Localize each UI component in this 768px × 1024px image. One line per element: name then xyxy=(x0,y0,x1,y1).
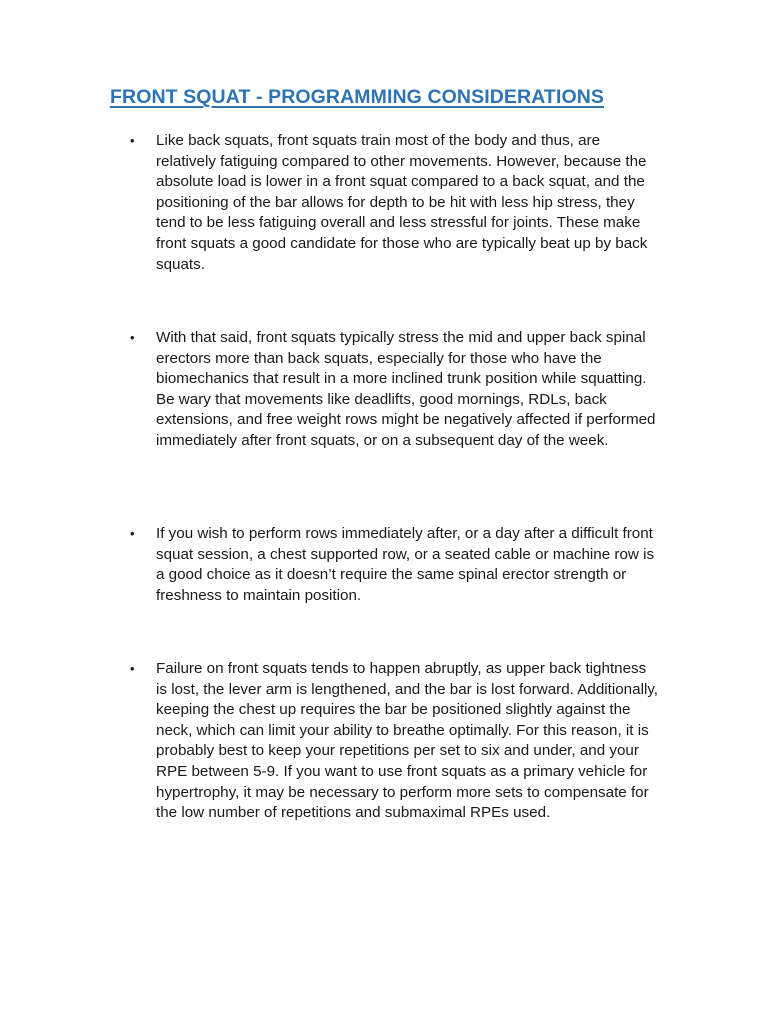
bullet-text: If you wish to perform rows immediately after, or a day after a difficult front squat session, a chest supported row, or a seated cable or machine row is a good choice as it doesn’t require the same spinal erector strength or freshness to maintain position. xyxy=(156,525,655,604)
bullet-item-3 xyxy=(130,524,661,606)
bullet-item-2 xyxy=(130,328,661,452)
bullet-text: Failure on front squats tends to happen abruptly, as upper back tightness is lost, the lever arm is lengthened, and the bar is lost forward. Additionally, keeping the chest up requires the bar be positioned slightly against the neck, which can limit your ability to breathe optimally. For this reason, it is probably best to keep your repetitions per set to six and under, and your RPE between 5-9. If you want to use front squats as a primary vehicle for hypertrophy, it may be necessary to perform more sets to compensate for the low number of repetitions and submaximal RPEs used. xyxy=(156,660,659,822)
bullet-marker: • xyxy=(130,330,135,345)
bullet-text: Like back squats, front squats train most of the body and thus, are relatively fatiguing compared to other movements. However, because the absolute load is lower in a front squat compared to a back squat, and the positioning of the bar allows for depth to be hit with less hip stress, they tend to be less fatiguing overall and less stressful for joints. These make front squats a good candidate for those who are typically beat up by back squats. xyxy=(156,132,648,273)
bullet-marker: • xyxy=(130,526,135,541)
bullet-marker: • xyxy=(130,661,135,676)
bullet-text: With that said, front squats typically stress the mid and upper back spinal erectors more than back squats, especially for those who have the biomechanics that result in a more inclined trunk position while squatting. Be wary that movements like deadlifts, good mornings, RDLs, back extensions, and free weight rows might be negatively affected if performed immediately after front squats, or on a subsequent day of the week. xyxy=(156,329,656,449)
bullet-marker: • xyxy=(130,133,135,148)
bullet-item-1 xyxy=(130,131,661,275)
bullet-item-4 xyxy=(130,659,661,824)
document-title: FRONT SQUAT - PROGRAMMING CONSIDERATIONS xyxy=(110,86,605,108)
